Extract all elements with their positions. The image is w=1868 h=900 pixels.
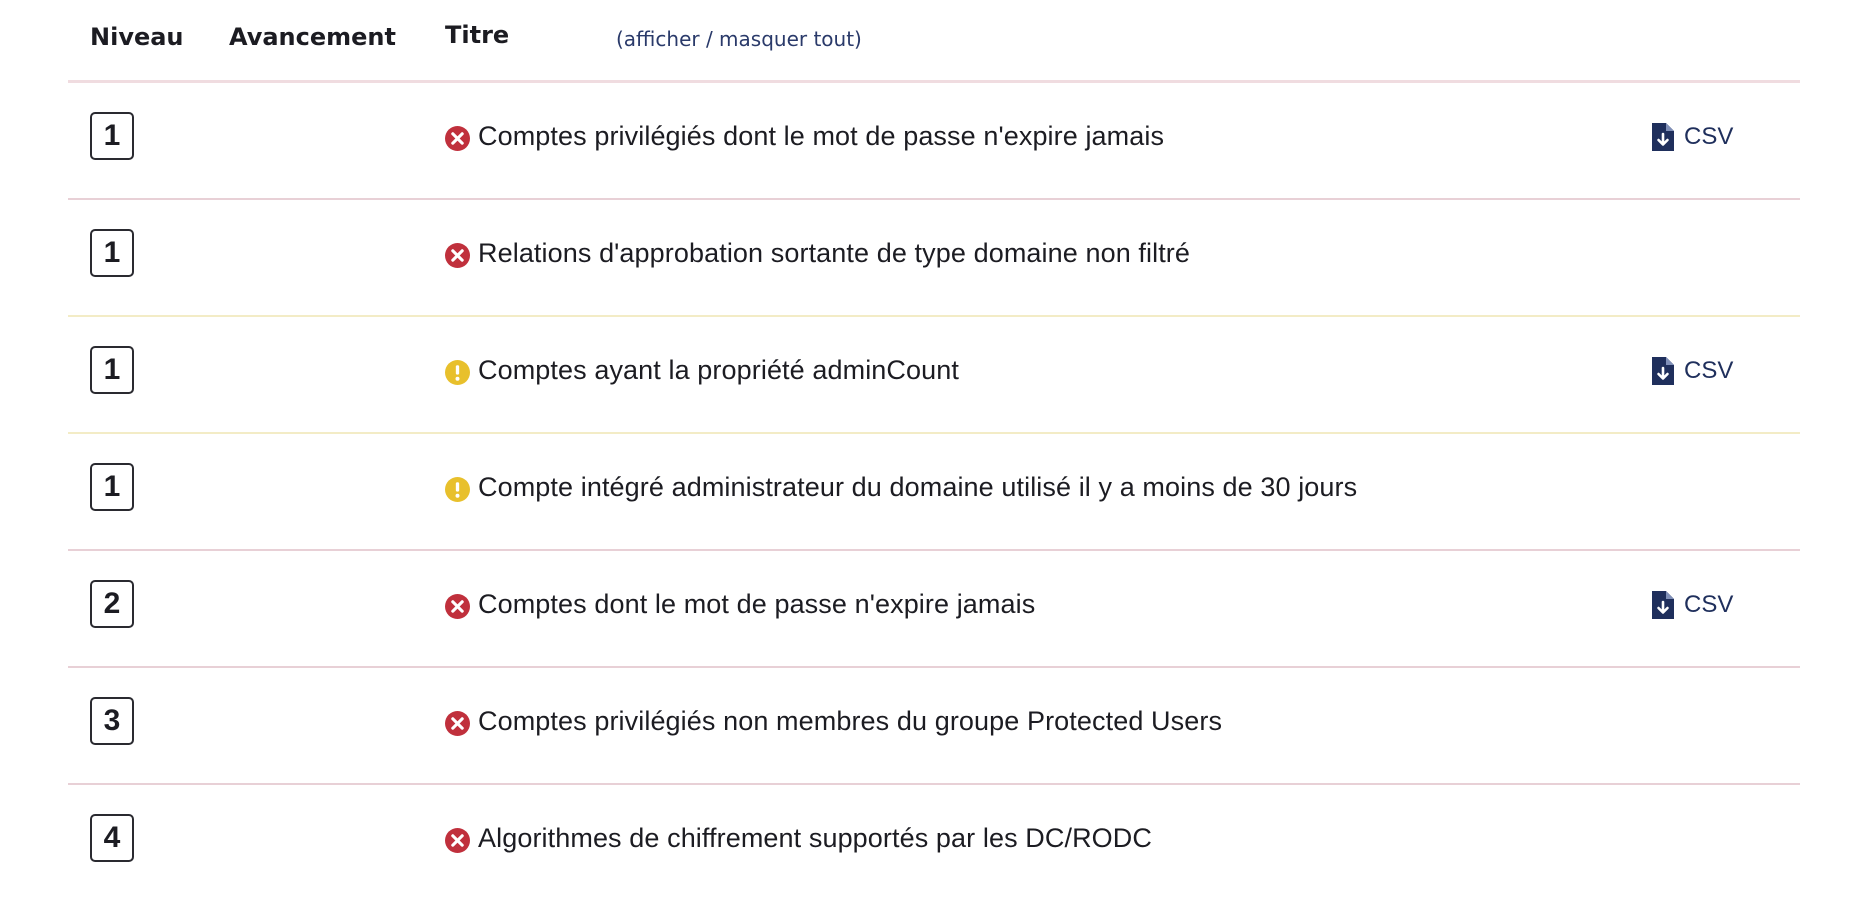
error-icon [445, 828, 470, 853]
table-row[interactable] [68, 785, 1800, 900]
row-title[interactable]: Comptes privilégiés non membres du groupe Protected Users [478, 706, 1223, 736]
file-download-icon [1652, 357, 1674, 385]
level-badge: 1 [90, 112, 134, 160]
table-row[interactable] [68, 434, 1800, 551]
level-badge: 2 [90, 580, 134, 628]
level-badge: 1 [90, 346, 134, 394]
table-row[interactable] [68, 668, 1800, 785]
error-icon [445, 711, 470, 736]
csv-label: CSV [1684, 123, 1734, 150]
header-title: Titre [445, 21, 510, 49]
row-title[interactable]: Compte intégré administrateur du domaine utilisé il y a moins de 30 jours [478, 472, 1358, 502]
csv-download-link[interactable] [1652, 591, 1733, 619]
table-row[interactable] [68, 200, 1800, 317]
csv-download-link[interactable] [1652, 123, 1733, 151]
findings-table [68, 0, 1800, 900]
header-progress: Avancement [229, 23, 396, 51]
level-badge: 3 [90, 697, 134, 745]
table-row[interactable] [68, 83, 1800, 200]
error-icon [445, 126, 470, 151]
csv-label: CSV [1684, 357, 1734, 384]
table-header [68, 0, 1800, 83]
header-level: Niveau [90, 23, 184, 51]
warning-icon [445, 360, 470, 385]
table-row[interactable] [68, 317, 1800, 434]
file-download-icon [1652, 123, 1674, 151]
file-download-icon [1652, 591, 1674, 619]
error-icon [445, 594, 470, 619]
error-icon [445, 243, 470, 268]
csv-label: CSV [1684, 591, 1734, 618]
level-badge: 1 [90, 229, 134, 277]
row-title[interactable]: Comptes dont le mot de passe n'expire jamais [478, 589, 1036, 619]
row-title[interactable]: Comptes privilégiés dont le mot de passe n'expire jamais [478, 121, 1165, 151]
csv-download-link[interactable] [1652, 357, 1733, 385]
toggle-all-link[interactable]: (afficher / masquer tout) [616, 27, 862, 51]
row-title[interactable]: Comptes ayant la propriété adminCount [478, 355, 959, 385]
level-badge: 4 [90, 814, 134, 862]
row-title[interactable]: Relations d'approbation sortante de type domaine non filtré [478, 238, 1191, 268]
level-badge: 1 [90, 463, 134, 511]
warning-icon [445, 477, 470, 502]
row-title[interactable]: Algorithmes de chiffrement supportés par les DC/RODC [478, 823, 1152, 853]
table-row[interactable] [68, 551, 1800, 668]
